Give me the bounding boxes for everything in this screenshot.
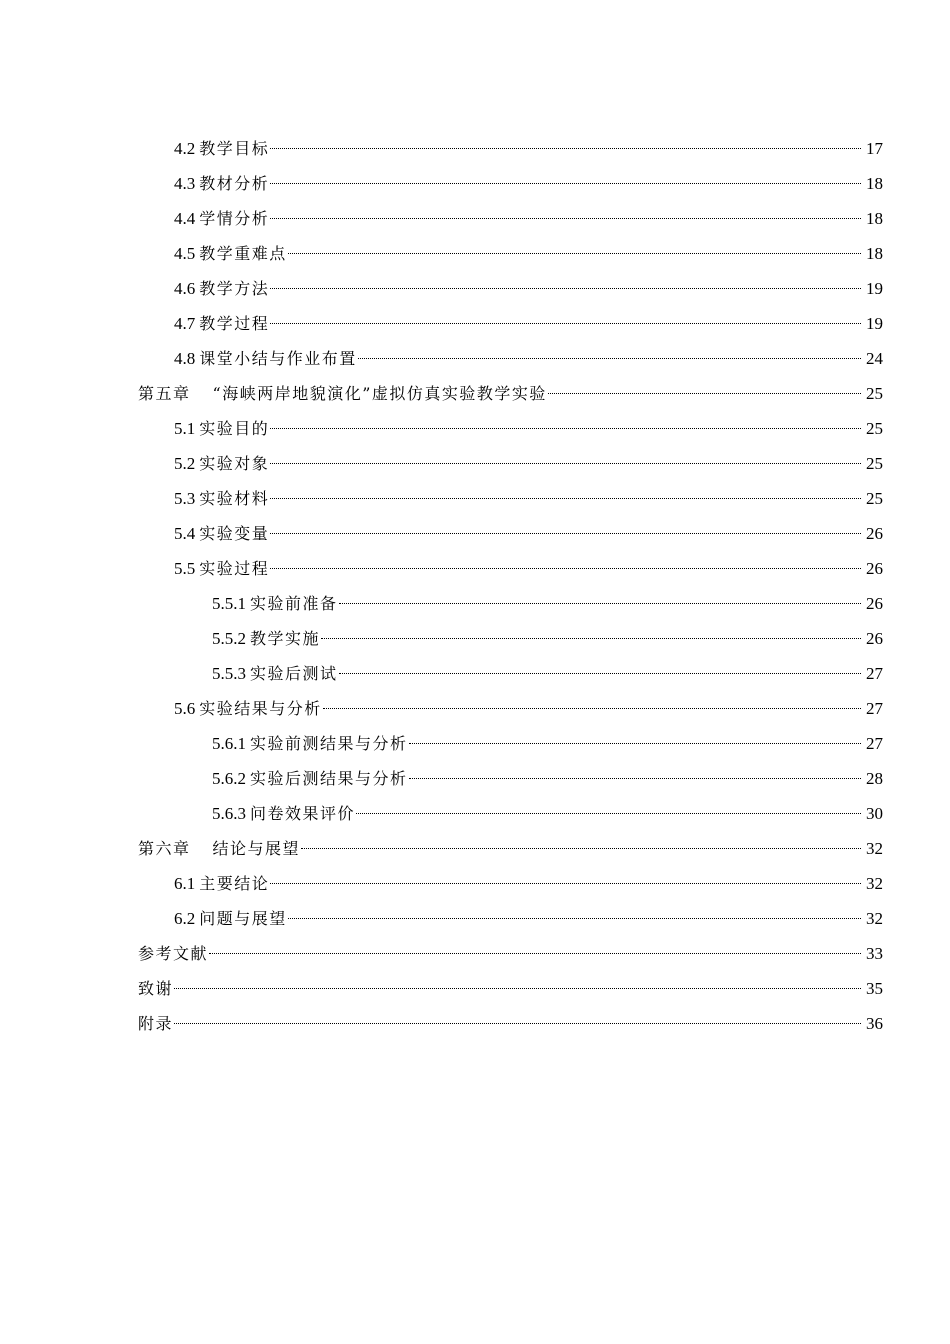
toc-entry-page: 26 (866, 594, 883, 613)
toc-entry-page: 26 (866, 524, 883, 543)
dot-leader (323, 708, 861, 709)
dot-leader (270, 883, 861, 884)
dot-leader (270, 183, 861, 184)
toc-entry[interactable] (138, 376, 883, 411)
dot-leader (301, 848, 861, 849)
toc-entry[interactable] (138, 481, 883, 516)
toc-entry-title: 实验材料 (199, 489, 270, 508)
toc-entry-number: 5.5.1 (212, 594, 246, 613)
toc-entry-page: 32 (866, 874, 883, 893)
toc-entry-page: 32 (866, 839, 883, 858)
toc-entry[interactable] (138, 1006, 883, 1041)
toc-entry-number: 5.5.3 (212, 664, 246, 683)
toc-entry[interactable] (138, 656, 883, 691)
toc-entry-page: 25 (866, 454, 883, 473)
toc-entry-title: 结论与展望 (212, 839, 301, 858)
toc-entry-title: 参考文献 (138, 944, 209, 963)
dot-leader (358, 358, 861, 359)
toc-entry-number: 6.1 (174, 874, 196, 893)
toc-entry[interactable] (138, 971, 883, 1006)
toc-entry-title: 实验结果与分析 (199, 699, 322, 718)
toc-entry[interactable] (138, 236, 883, 271)
toc-entry-title: 实验过程 (199, 559, 270, 578)
toc-entry[interactable] (138, 131, 883, 166)
toc-entry[interactable] (138, 586, 883, 621)
dot-leader (270, 323, 861, 324)
toc-entry-number: 4.5 (174, 244, 196, 263)
toc-entry-title: 教学目标 (199, 139, 270, 158)
toc-entry-page: 27 (866, 699, 883, 718)
toc-entry-page: 27 (866, 664, 883, 683)
dot-leader (288, 918, 861, 919)
toc-entry[interactable] (138, 271, 883, 306)
dot-leader (548, 393, 861, 394)
toc-entry[interactable] (138, 866, 883, 901)
toc-entry-page: 18 (866, 209, 883, 228)
table-of-contents (138, 131, 883, 1041)
toc-entry-title: 实验后测结果与分析 (250, 769, 408, 788)
toc-entry-number: 4.3 (174, 174, 196, 193)
toc-entry[interactable] (138, 901, 883, 936)
toc-entry-number: 4.7 (174, 314, 196, 333)
dot-leader (288, 253, 861, 254)
toc-entry-title: 问卷效果评价 (250, 804, 356, 823)
toc-entry[interactable] (138, 166, 883, 201)
toc-entry[interactable] (138, 201, 883, 236)
toc-entry-number: 5.3 (174, 489, 196, 508)
toc-entry[interactable] (138, 936, 883, 971)
toc-entry-page: 19 (866, 314, 883, 333)
toc-entry-title: 教材分析 (199, 174, 270, 193)
toc-entry-number: 6.2 (174, 909, 196, 928)
toc-entry[interactable] (138, 831, 883, 866)
toc-entry-number: 5.5.2 (212, 629, 246, 648)
toc-entry-number: 4.8 (174, 349, 196, 368)
toc-entry-page: 26 (866, 629, 883, 648)
toc-entry-page: 25 (866, 419, 883, 438)
dot-leader (409, 778, 861, 779)
toc-entry-page: 18 (866, 244, 883, 263)
toc-entry-page: 18 (866, 174, 883, 193)
toc-entry-page: 17 (866, 139, 883, 158)
dot-leader (270, 218, 861, 219)
toc-entry-number: 4.2 (174, 139, 196, 158)
toc-entry[interactable] (138, 761, 883, 796)
toc-entry[interactable] (138, 341, 883, 376)
dot-leader (270, 568, 861, 569)
dot-leader (339, 673, 861, 674)
dot-leader (209, 953, 861, 954)
toc-entry-number: 4.4 (174, 209, 196, 228)
toc-entry-title: 问题与展望 (199, 909, 287, 928)
toc-entry-title: 实验目的 (199, 419, 270, 438)
toc-entry-number: 5.6 (174, 699, 196, 718)
toc-entry-title: “海峡两岸地貌演化”虚拟仿真实验教学实验 (212, 384, 547, 403)
toc-entry-number: 5.4 (174, 524, 196, 543)
toc-entry[interactable] (138, 621, 883, 656)
toc-entry[interactable] (138, 796, 883, 831)
toc-entry-page: 30 (866, 804, 883, 823)
toc-entry-title: 课堂小结与作业布置 (199, 349, 357, 368)
toc-entry-page: 33 (866, 944, 883, 963)
toc-entry[interactable] (138, 411, 883, 446)
toc-entry-page: 32 (866, 909, 883, 928)
toc-entry[interactable] (138, 446, 883, 481)
dot-leader (270, 533, 861, 534)
toc-entry-title: 实验前测结果与分析 (250, 734, 408, 753)
dot-leader (270, 288, 861, 289)
toc-entry-page: 25 (866, 489, 883, 508)
toc-entry-title: 教学重难点 (199, 244, 287, 263)
toc-entry[interactable] (138, 691, 883, 726)
toc-entry-title: 致谢 (138, 979, 174, 998)
dot-leader (356, 813, 861, 814)
toc-entry-page: 27 (866, 734, 883, 753)
toc-entry-title: 实验前准备 (250, 594, 338, 613)
toc-entry-number: 5.6.1 (212, 734, 246, 753)
toc-entry[interactable] (138, 551, 883, 586)
toc-entry-page: 28 (866, 769, 883, 788)
toc-entry-title: 教学方法 (199, 279, 270, 298)
toc-entry-number: 第五章 (138, 384, 191, 403)
toc-entry-number: 5.6.3 (212, 804, 246, 823)
toc-entry-number: 5.2 (174, 454, 196, 473)
toc-entry-number: 4.6 (174, 279, 196, 298)
toc-entry[interactable] (138, 306, 883, 341)
dot-leader (409, 743, 861, 744)
toc-entry[interactable] (138, 726, 883, 761)
toc-entry-title: 主要结论 (199, 874, 270, 893)
dot-leader (270, 498, 861, 499)
toc-entry-page: 35 (866, 979, 883, 998)
toc-entry[interactable] (138, 516, 883, 551)
toc-entry-title: 附录 (138, 1014, 174, 1033)
dot-leader (270, 463, 861, 464)
toc-entry-number: 第六章 (138, 839, 191, 858)
dot-leader (174, 1023, 861, 1024)
toc-entry-title: 学情分析 (199, 209, 270, 228)
toc-entry-title: 教学实施 (250, 629, 321, 648)
toc-entry-page: 24 (866, 349, 883, 368)
toc-entry-page: 26 (866, 559, 883, 578)
toc-entry-page: 25 (866, 384, 883, 403)
dot-leader (321, 638, 861, 639)
toc-entry-number: 5.1 (174, 419, 196, 438)
toc-entry-number: 5.5 (174, 559, 196, 578)
dot-leader (270, 428, 861, 429)
toc-entry-title: 教学过程 (199, 314, 270, 333)
toc-entry-title: 实验变量 (199, 524, 270, 543)
dot-leader (174, 988, 861, 989)
dot-leader (270, 148, 861, 149)
toc-entry-page: 36 (866, 1014, 883, 1033)
toc-entry-page: 19 (866, 279, 883, 298)
toc-entry-title: 实验后测试 (250, 664, 338, 683)
toc-entry-number: 5.6.2 (212, 769, 246, 788)
toc-entry-title: 实验对象 (199, 454, 270, 473)
dot-leader (339, 603, 861, 604)
